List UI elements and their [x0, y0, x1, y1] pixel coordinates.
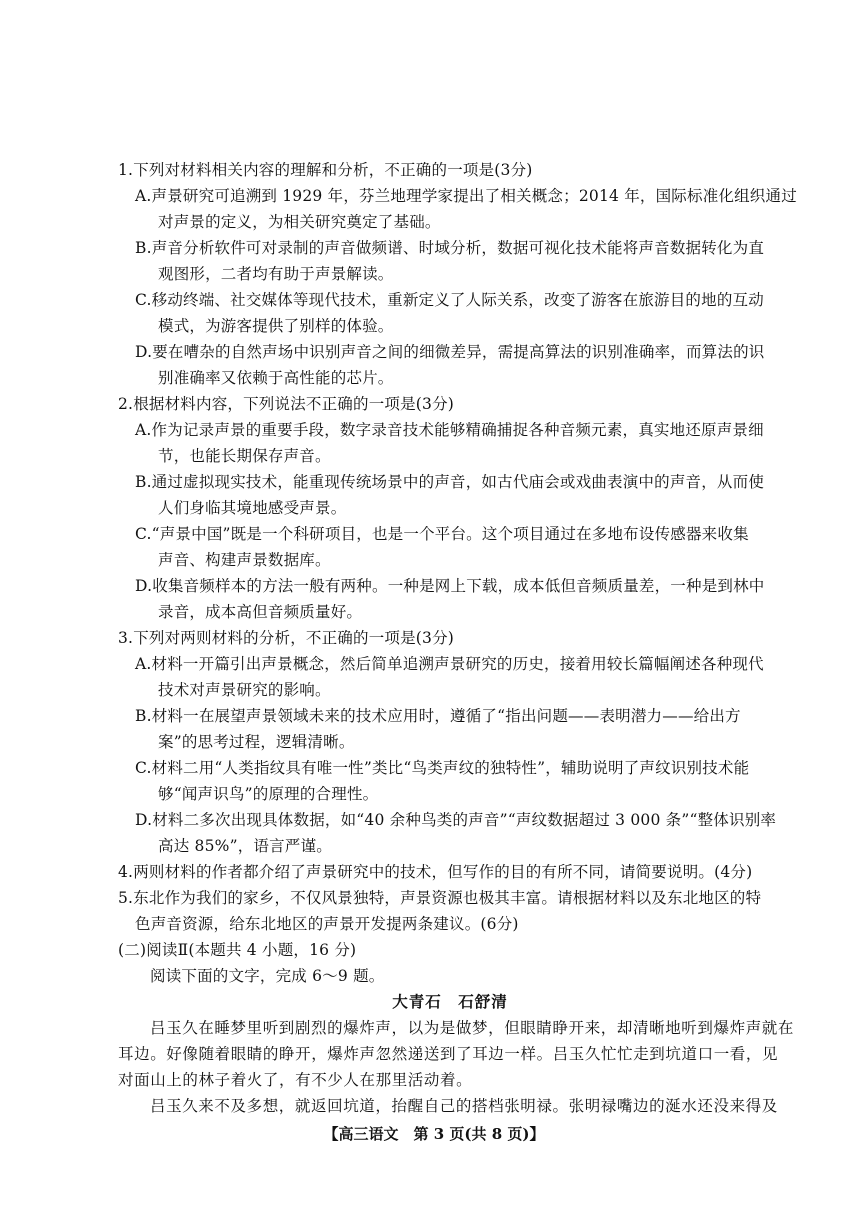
q4-stem: 4.两则材料的作者都介绍了声景研究中的技术，但写作的目的有所不同，请简要说明。(4分): [118, 863, 753, 881]
story-paragraph1-line3: 对面山上的林子着火了，有不少人在那里活动着。: [118, 1071, 473, 1089]
q1-option-c-line1: C.移动终端、社交媒体等现代技术，重新定义了人际关系，改变了游客在旅游目的地的互动: [135, 291, 764, 309]
q1-option-a-line1: A.声景研究可追溯到 1929 年，芬兰地理学家提出了相关概念；2014 年，国际标准化组织通过: [135, 187, 797, 205]
q2-option-d-line2: 录音，成本高但音频质量好。: [158, 603, 363, 621]
q1-option-d-line2: 别准确率又依赖于高性能的芯片。: [158, 369, 394, 387]
q2-option-c-line2: 声音、构建声景数据库。: [158, 551, 331, 569]
story-paragraph1-line1: 吕玉久在睡梦里听到剧烈的爆炸声，以为是做梦，但眼睛睁开来，却清晰地听到爆炸声就在: [150, 1019, 795, 1037]
q3-option-d-line2: 高达 85%”，语言严谨。: [158, 837, 332, 855]
q1-option-b-line1: B.声音分析软件可对录制的声音做频谱、时域分析，数据可视化技术能将声音数据转化为直: [135, 239, 765, 257]
q5-stem-line2: 色声音资源，给东北地区的声景开发提两条建议。(6分): [135, 915, 519, 933]
q1-option-b-line2: 观图形，二者均有助于声景解读。: [158, 265, 394, 283]
q1-option-a-line2: 对声景的定义，为相关研究奠定了基础。: [158, 213, 441, 231]
q3-stem: 3.下列对两则材料的分析，不正确的一项是(3分): [118, 629, 455, 647]
q3-option-b-line1: B.材料一在展望声景领域未来的技术应用时，遵循了“指出问题——表明潜力——给出方: [135, 707, 741, 725]
q3-option-c-line1: C.材料二用“人类指纹具有唯一性”类比“鸟类声纹的独特性”，辅助说明了声纹识别技术能: [135, 759, 750, 777]
q2-option-b-line2: 人们身临其境地感受声景。: [158, 499, 347, 517]
q3-option-b-line2: 案”的思考过程，逻辑清晰。: [158, 733, 355, 751]
q2-stem: 2.根据材料内容，下列说法不正确的一项是(3分): [118, 395, 455, 413]
q3-option-a-line2: 技术对声景研究的影响。: [158, 681, 331, 699]
q3-option-d-line1: D.材料二多次出现具体数据，如“40 余种鸟类的声音”“声纹数据超过 3 000 条”“整体识别率: [135, 811, 777, 829]
story-title: 大青石 石舒清: [392, 992, 508, 1011]
q2-option-a-line2: 节，也能长期保存声音。: [158, 447, 331, 465]
q2-option-d-line1: D.收集音频样本的方法一般有两种。一种是网上下载，成本低但音频质量差，一种是到林中: [135, 577, 765, 595]
q1-option-d-line1: D.要在嘈杂的自然声场中识别声音之间的细微差异，需提高算法的识别准确率，而算法的识: [135, 343, 765, 361]
q3-option-c-line2: 够“闻声识鸟”的原理的合理性。: [158, 785, 379, 803]
section2-heading: (二)阅读Ⅱ(本题共 4 小题，16 分): [118, 941, 357, 959]
q3-option-a-line1: A.材料一开篇引出声景概念，然后简单追溯声景研究的历史，接着用较长篇幅阐述各种现代: [135, 655, 764, 673]
section2-instruction: 阅读下面的文字，完成 6～9 题。: [150, 967, 385, 985]
q5-stem-line1: 5.东北作为我们的家乡，不仅风景独特，声景资源也极其丰富。请根据材料以及东北地区的特: [118, 889, 762, 907]
page-footer: 【高三语文 第 3 页(共 8 页)】: [323, 1125, 545, 1143]
q2-option-a-line1: A.作为记录声景的重要手段，数字录音技术能够精确捕捉各种音频元素，真实地还原声景细: [135, 421, 764, 439]
story-paragraph1-line2: 耳边。好像随着眼睛的睁开，爆炸声忽然递送到了耳边一样。吕玉久忙忙走到坑道口一看，见: [118, 1045, 779, 1063]
q1-option-c-line2: 模式，为游客提供了别样的体验。: [158, 317, 394, 335]
q2-option-b-line1: B.通过虚拟现实技术，能重现传统场景中的声音，如古代庙会或戏曲表演中的声音，从而使: [135, 473, 765, 491]
story-paragraph2-line1: 吕玉久来不及多想，就返回坑道，抬醒自己的搭档张明禄。张明禄嘴边的涎水还没来得及: [150, 1097, 778, 1115]
q1-stem: 1.下列对材料相关内容的理解和分析，不正确的一项是(3分): [118, 161, 533, 179]
q2-option-c-line1: C.“声景中国”既是一个科研项目，也是一个平台。这个项目通过在多地布设传感器来收集: [135, 525, 749, 543]
